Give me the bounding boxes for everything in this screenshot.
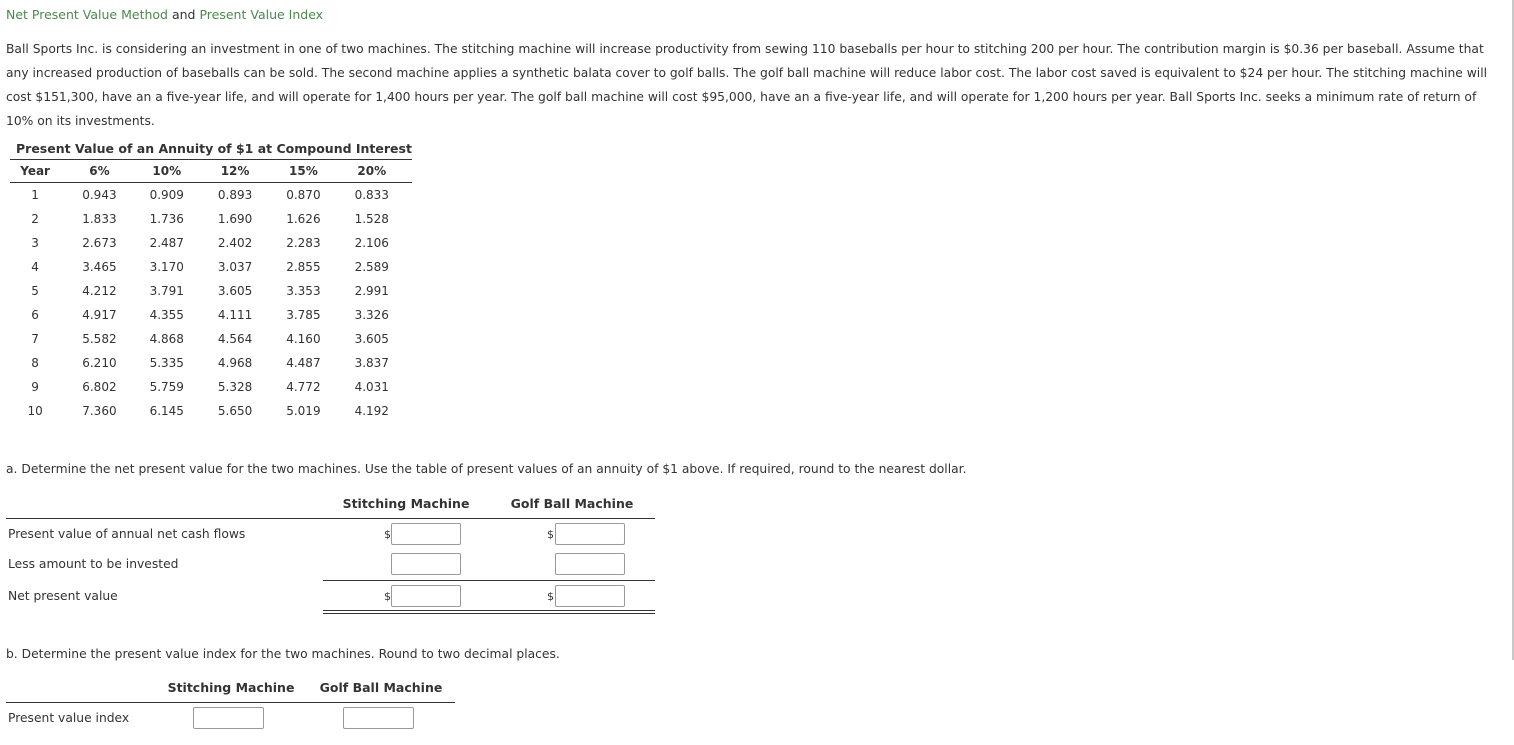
pv-index-golf-input[interactable] <box>343 707 414 729</box>
col-header-golf: Golf Ball Machine <box>510 496 634 511</box>
pv-factor-cell: 6.145 <box>149 404 184 418</box>
pv-factor-cell: 0.943 <box>82 188 117 202</box>
year-cell: 6 <box>31 308 39 322</box>
table-a-top-rule <box>6 518 655 519</box>
pv-factor-cell: 1.626 <box>286 212 321 226</box>
year-cell: 2 <box>31 212 39 226</box>
col-header-year: Year <box>10 160 60 183</box>
col-header-6pct: 6% <box>60 160 138 183</box>
pv-table-caption: Present Value of an Annuity of $1 at Compound Interest <box>16 141 412 156</box>
pv-factor-cell: 4.868 <box>149 332 184 346</box>
year-cell: 8 <box>31 356 39 370</box>
row-label-pv-cash-flows: Present value of annual net cash flows <box>8 527 246 541</box>
year-cell: 3 <box>31 236 39 250</box>
pv-factor-cell: 2.991 <box>354 284 389 298</box>
col-header-stitching: Stitching Machine <box>342 496 470 511</box>
pv-factor-cell: 4.160 <box>286 332 321 346</box>
pv-factor-cell: 3.326 <box>354 308 389 322</box>
pv-annuity-table <box>10 141 412 423</box>
row-label-pv-index: Present value index <box>8 711 130 725</box>
table-row <box>10 231 412 255</box>
pv-factor-cell: 2.673 <box>82 236 117 250</box>
table-row <box>10 399 412 423</box>
question-b: b. Determine the present value index for the two machines. Round to two decimal places. <box>6 647 560 661</box>
pv-factor-cell: 4.917 <box>82 308 117 322</box>
pv-factor-cell: 2.487 <box>149 236 184 250</box>
amount-invested-stitching-input[interactable] <box>391 553 461 575</box>
table-row <box>10 255 412 279</box>
currency-sign: $ <box>384 590 391 603</box>
table-row <box>10 183 412 208</box>
table-row <box>10 327 412 351</box>
pv-factor-cell: 4.968 <box>217 356 253 370</box>
col-header-12pct: 12% <box>195 160 275 183</box>
table-row <box>10 303 412 327</box>
pv-factor-cell: 0.870 <box>286 188 321 202</box>
pv-factor-cell: 2.283 <box>286 236 321 250</box>
table-b-top-rule <box>6 702 455 703</box>
pv-factor-cell: 4.111 <box>217 308 253 322</box>
year-cell: 9 <box>31 380 39 394</box>
npv-golf-input[interactable] <box>555 585 625 607</box>
pv-factor-cell: 7.360 <box>82 404 117 418</box>
question-a: a. Determine the net present value for the two machines. Use the table of present values of an annuity of $1 above. If required, round to the nearest dollar. <box>6 462 967 476</box>
table-row <box>10 375 412 399</box>
col-header-15pct: 15% <box>275 160 331 183</box>
pv-index-stitching-input[interactable] <box>193 707 264 729</box>
pv-factor-cell: 4.212 <box>82 284 117 298</box>
table-row <box>10 351 412 375</box>
row-label-amount-invested: Less amount to be invested <box>8 557 179 571</box>
pv-cash-flows-stitching-input[interactable] <box>391 523 461 545</box>
pv-factor-cell: 5.335 <box>149 356 184 370</box>
pv-factor-cell: 2.402 <box>217 236 253 250</box>
year-cell: 5 <box>31 284 39 298</box>
total-double-rule <box>323 610 655 614</box>
pv-factor-cell: 3.465 <box>82 260 117 274</box>
table-row <box>10 207 412 231</box>
title-conjunction: and <box>171 7 196 22</box>
pv-factor-cell: 0.909 <box>149 188 184 202</box>
year-cell: 10 <box>27 404 43 418</box>
pv-factor-cell: 3.605 <box>217 284 253 298</box>
table-row <box>10 279 412 303</box>
page-title <box>6 7 323 22</box>
subtotal-rule <box>323 580 655 581</box>
pv-factor-cell: 4.564 <box>217 332 253 346</box>
pv-cash-flows-golf-input[interactable] <box>555 523 625 545</box>
col-header-stitching: Stitching Machine <box>167 680 295 695</box>
pv-factor-cell: 1.736 <box>149 212 184 226</box>
pv-factor-cell: 3.837 <box>354 356 389 370</box>
pv-factor-cell: 1.528 <box>354 212 389 226</box>
year-cell: 4 <box>31 260 39 274</box>
pv-factor-cell: 5.328 <box>217 380 253 394</box>
pv-factor-cell: 4.031 <box>354 380 389 394</box>
pv-factor-cell: 4.487 <box>286 356 321 370</box>
currency-sign: $ <box>547 528 554 541</box>
pv-table-header-row <box>10 160 412 183</box>
year-cell: 7 <box>31 332 39 346</box>
pv-factor-cell: 4.772 <box>286 380 321 394</box>
pv-factor-cell: 2.855 <box>286 260 321 274</box>
pv-factor-cell: 3.037 <box>217 260 253 274</box>
pv-factor-cell: 1.690 <box>217 212 253 226</box>
row-label-npv: Net present value <box>8 589 118 603</box>
col-header-20pct: 20% <box>332 160 412 183</box>
currency-sign: $ <box>384 528 391 541</box>
pv-factor-cell: 3.353 <box>286 284 321 298</box>
amount-invested-golf-input[interactable] <box>555 553 625 575</box>
pv-factor-cell: 5.650 <box>217 404 253 418</box>
pv-index-link[interactable]: Present Value Index <box>199 7 324 22</box>
pv-factor-cell: 2.589 <box>354 260 389 274</box>
pv-factor-cell: 0.833 <box>354 188 389 202</box>
pv-factor-cell: 3.791 <box>149 284 184 298</box>
pv-factor-cell: 6.802 <box>82 380 117 394</box>
pv-factor-cell: 3.605 <box>354 332 389 346</box>
currency-sign: $ <box>547 590 554 603</box>
pv-factor-cell: 1.833 <box>82 212 117 226</box>
pv-factor-cell: 6.210 <box>82 356 117 370</box>
pv-factor-cell: 4.355 <box>149 308 184 322</box>
pv-factor-cell: 5.582 <box>82 332 117 346</box>
pv-factor-cell: 2.106 <box>354 236 389 250</box>
npv-stitching-input[interactable] <box>391 585 461 607</box>
pv-factor-cell: 5.019 <box>286 404 321 418</box>
pv-factor-cell: 0.893 <box>217 188 253 202</box>
year-cell: 1 <box>31 188 39 202</box>
problem-statement: Ball Sports Inc. is considering an investment in one of two machines. The stitching machine will increase productivity from sewing 110 baseballs per hour to stitching 200 per hour. The contribution margin is $0.36 per baseball. Assume that any increased production of baseballs can be sold. The second machine applies a synthetic balata cover to golf balls. The golf ball machine will reduce labor cost. The labor cost saved is equivalent to $24 per hour. The stitching machine will cost $151,300, have an a five-year life, and will operate for 1,400 hours per year. The golf ball machine will cost $95,000, have an a five-year life, and will operate for 1,200 hours per year. Ball Sports Inc. seeks a minimum rate of return of 10% on its investments. <box>6 42 1488 128</box>
pv-factor-cell: 5.759 <box>149 380 184 394</box>
pv-factor-cell: 3.785 <box>286 308 321 322</box>
npv-method-link[interactable]: Net Present Value Method <box>6 7 168 22</box>
pv-factor-cell: 3.170 <box>149 260 184 274</box>
col-header-10pct: 10% <box>139 160 195 183</box>
pv-factor-cell: 4.192 <box>354 404 389 418</box>
col-header-golf: Golf Ball Machine <box>319 680 443 695</box>
